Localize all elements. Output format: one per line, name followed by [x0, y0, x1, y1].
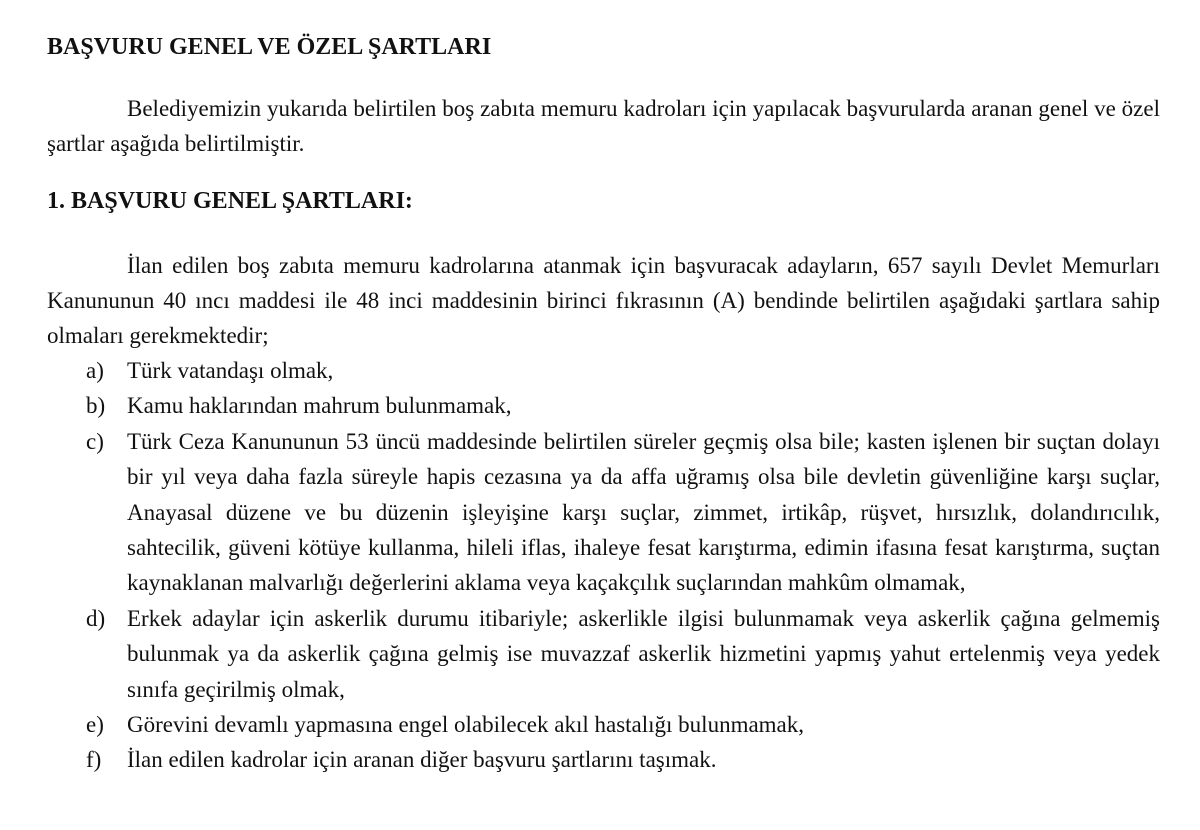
list-item [47, 742, 1160, 777]
list-item-text: Kamu haklarından mahrum bulunmamak, [127, 393, 512, 419]
intro-paragraph: Belediyemizin yukarıda belirtilen boş zabıta memuru kadroları için yapılacak başvurularda aranan genel ve özel şartlar aşağıda belirtilmiştir. [47, 96, 1160, 156]
list-item-text: Erkek adaylar için askerlik durumu itibariyle; askerlikle ilgisi bulunmamak veya askerlik çağına gelmemiş bulunmak ya da askerlik çağına gelmiş ise muvazzaf askerlik hizmetini yapmış yahut ertelenmiş veya yedek sınıfa geçirilmiş olmak, [127, 605, 1160, 702]
list-item [47, 424, 1160, 601]
section-intro-paragraph: İlan edilen boş zabıta memuru kadrolarına atanmak için başvuracak adayların, 657 sayılı Devlet Memurları Kanununun 40 ıncı maddesi ile 48 inci maddesinin birinci fıkrasının (A) bendinde belirtilen aşağıdaki şartlara sahip olmaları gerekmektedir; [47, 253, 1160, 348]
list-item-text: İlan edilen kadrolar için aranan diğer başvuru şartlarını taşımak. [127, 747, 717, 773]
list-item [47, 388, 1160, 423]
list-item-text: Görevini devamlı yapmasına engel olabilecek akıl hastalığı bulunmamak, [127, 712, 805, 738]
list-marker: a) [86, 358, 104, 383]
list-item [47, 353, 1160, 388]
list-item [47, 601, 1160, 707]
list-marker: b) [86, 393, 106, 419]
list-marker: c) [86, 428, 104, 454]
section-heading: 1. BAŞVURU GENEL ŞARTLARI: [47, 188, 413, 214]
list-marker: e) [86, 712, 104, 738]
list-item [47, 707, 1160, 742]
document-title: BAŞVURU GENEL VE ÖZEL ŞARTLARI [47, 34, 492, 60]
list-marker: d) [86, 605, 106, 631]
requirements-list [47, 353, 1160, 778]
list-marker: f) [86, 747, 102, 773]
list-item-text: Türk Ceza Kanununun 53 üncü maddesinde belirtilen süreler geçmiş olsa bile; kasten işlenen bir suçtan dolayı bir yıl veya daha fazla süreyle hapis cezasına ya da affa uğramış olsa bile devletin güvenliğine karşı suçlar, Anayasal düzene ve bu düzenin işleyişine karşı suçlar, zimmet, irtikâp, rüşvet, hırsızlık, dolandırıcılık, sahtecilik, güveni kötüye kullanma, hileli iflas, ihaleye fesat karıştırma, edimin ifasına fesat karıştırma, suçtan kaynaklanan malvarlığı değerlerini aklama veya kaçakçılık suçlarından mahkûm olmamak, [127, 428, 1160, 596]
list-item-text: Türk vatandaşı olmak, [127, 358, 334, 383]
